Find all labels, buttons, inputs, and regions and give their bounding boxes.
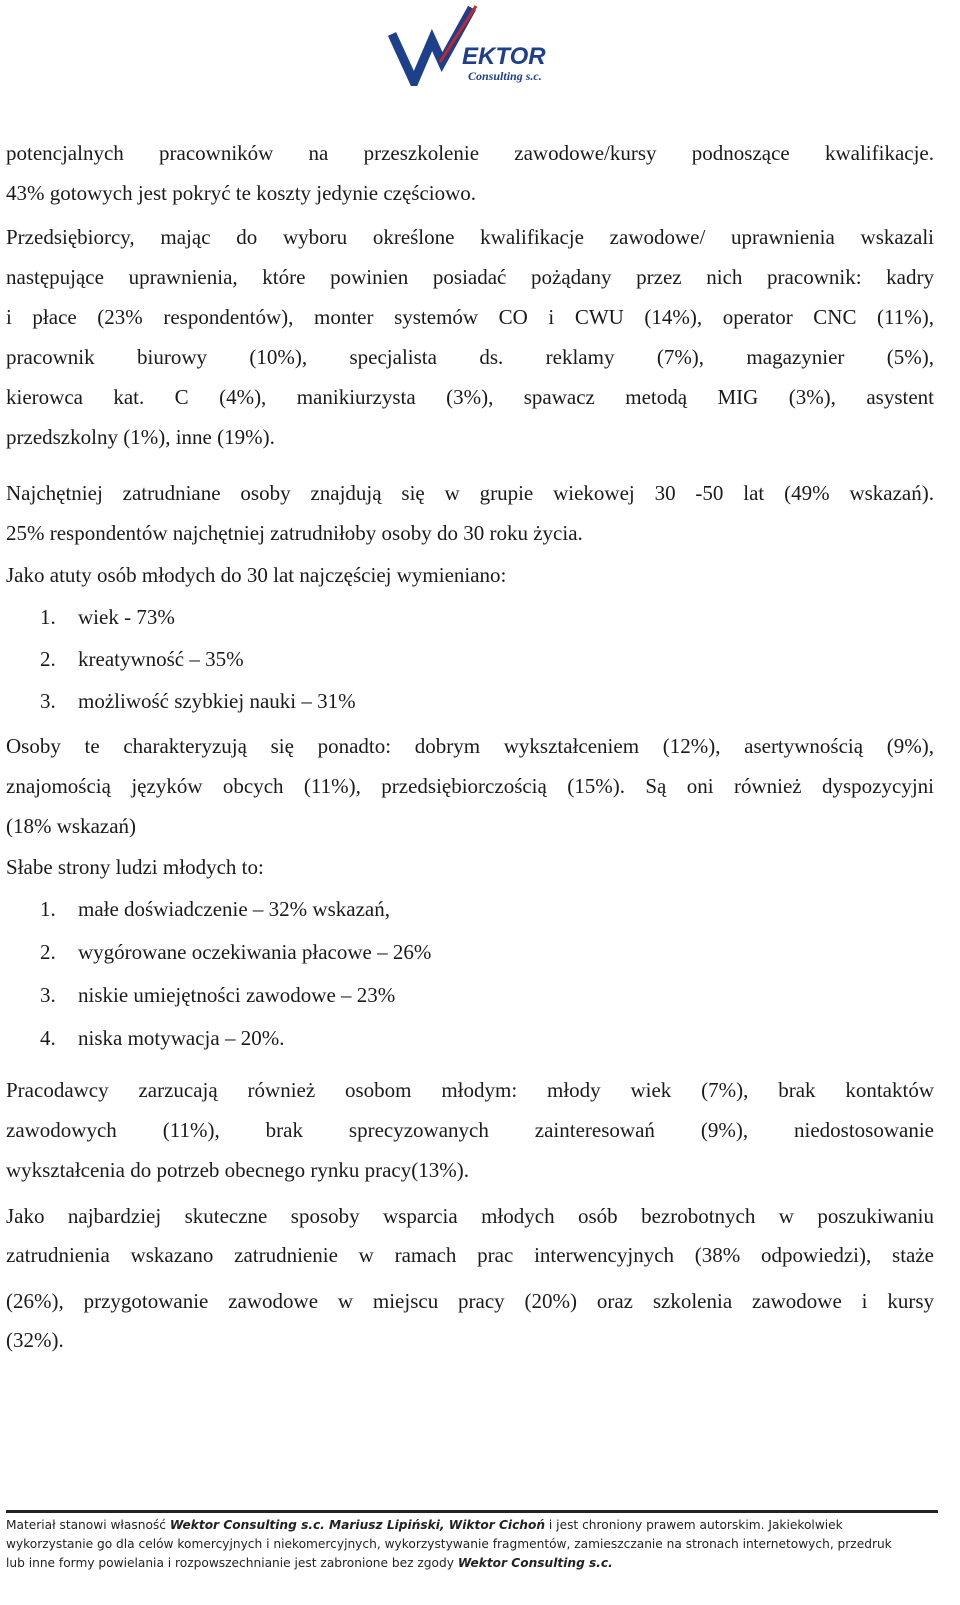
text-line: Słabe strony ludzi młodych to: bbox=[6, 855, 264, 879]
text-line: następujące uprawnienia, które powinien posiadać pożądany przez nich pracownik: kadry bbox=[6, 265, 934, 289]
document-body bbox=[6, 133, 934, 1360]
text-line: zawodowych (11%), brak sprecyzowanych zainteresowań (9%), niedostosowanie bbox=[6, 1118, 934, 1142]
text-line: Jako atuty osób młodych do 30 lat najczęściej wymieniano: bbox=[6, 563, 507, 587]
list-item: 1. małe doświadczenie – 32% wskazań, bbox=[40, 897, 390, 921]
text-line: pracownik biurowy (10%), specjalista ds. reklamy (7%), magazynier (5%), bbox=[6, 345, 934, 369]
paragraph-training bbox=[6, 133, 934, 213]
logo-main-text: EKTOR bbox=[462, 43, 546, 70]
text-line: (18% wskazań) bbox=[6, 814, 137, 838]
text-line: znajomością języków obcych (11%), przedsiębiorczością (15%). Są oni również dyspozycyjni bbox=[6, 774, 934, 798]
wektor-logo bbox=[380, 4, 580, 86]
copyright-footer bbox=[6, 1510, 938, 1573]
text-line: kierowca kat. C (4%), manikiurzysta (3%), spawacz metodą MIG (3%), asystent bbox=[6, 385, 934, 409]
paragraph-support-methods bbox=[6, 1198, 934, 1360]
logo-sub-text: Consulting s.c. bbox=[468, 69, 542, 83]
footer-line: wykorzystanie go dla celów komercyjnych i niekomercyjnych, wykorzystywanie fragmentów, zamieszczanie na stronach internetowych, przedruk bbox=[6, 1537, 892, 1551]
text-line: 43% gotowych jest pokryć te koszty jedynie częściowo. bbox=[6, 181, 477, 205]
text-line: potencjalnych pracowników na przeszkolenie zawodowe/kursy podnoszące kwalifikacje. bbox=[6, 141, 934, 165]
company-name: Wektor Consulting s.c. Mariusz Lipiński, Wiktor Cichoń bbox=[169, 1518, 546, 1532]
list-item: 4. niska motywacja – 20%. bbox=[40, 1026, 285, 1050]
text-line: (32%). bbox=[6, 1328, 64, 1352]
text-line: Najchętniej zatrudniane osoby znajdują się w grupie wiekowej 30 -50 lat (49% wskazań). bbox=[6, 481, 934, 505]
list-item: 2. wygórowane oczekiwania płacowe – 26% bbox=[40, 940, 432, 964]
text-line: 25% respondentów najchętniej zatrudniłoby osoby do 30 roku życia. bbox=[6, 521, 583, 545]
paragraph-qualifications bbox=[6, 217, 934, 457]
list-item: 3. możliwość szybkiej nauki – 31% bbox=[40, 689, 356, 713]
text-line: wykształcenia do potrzeb obecnego rynku pracy(13%). bbox=[6, 1158, 469, 1182]
text-line: (26%), przygotowanie zawodowe w miejscu pracy (20%) oraz szkolenia zawodowe i kursy bbox=[6, 1289, 934, 1313]
company-name: Wektor Consulting s.c. bbox=[457, 1556, 613, 1570]
text-line: zatrudnienia wskazano zatrudnienie w ramach prac interwencyjnych (38% odpowiedzi), staże bbox=[6, 1243, 934, 1267]
text-line: Pracodawcy zarzucają również osobom młodym: młody wiek (7%), brak kontaktów bbox=[6, 1078, 934, 1102]
list-item: 2. kreatywność – 35% bbox=[40, 647, 244, 671]
paragraph-employer-objections bbox=[6, 1070, 934, 1190]
list-item: 3. niskie umiejętności zawodowe – 23% bbox=[40, 983, 396, 1007]
text-line: przedszkolny (1%), inne (19%). bbox=[6, 425, 275, 449]
wektor-logo-graphic bbox=[380, 4, 580, 86]
weaknesses-list bbox=[6, 888, 934, 1060]
text-line: Przedsiębiorcy, mając do wyboru określone kwalifikacje zawodowe/ uprawnienia wskazali bbox=[6, 225, 934, 249]
text-line: i płace (23% respondentów), monter systemów CO i CWU (14%), operator CNC (11%), bbox=[6, 305, 934, 329]
text-line: Jako najbardziej skuteczne sposoby wsparcia młodych osób bezrobotnych w poszukiwaniu bbox=[6, 1204, 934, 1228]
paragraph-characteristics bbox=[6, 726, 934, 888]
list-item: 1. wiek - 73% bbox=[40, 605, 175, 629]
paragraph-age-groups bbox=[6, 474, 934, 596]
strengths-list bbox=[6, 596, 934, 722]
footer-line: Materiał stanowi własność Wektor Consulting s.c. Mariusz Lipiński, Wiktor Cichoń i jest chroniony prawem autorskim. Jakiekolwiek bbox=[6, 1518, 843, 1532]
footer-line: lub inne formy powielania i rozpowszechnianie jest zabronione bez zgody Wektor Consulting s.c. bbox=[6, 1556, 613, 1570]
text-line: Osoby te charakteryzują się ponadto: dobrym wykształceniem (12%), asertywnością (9%), bbox=[6, 734, 934, 758]
